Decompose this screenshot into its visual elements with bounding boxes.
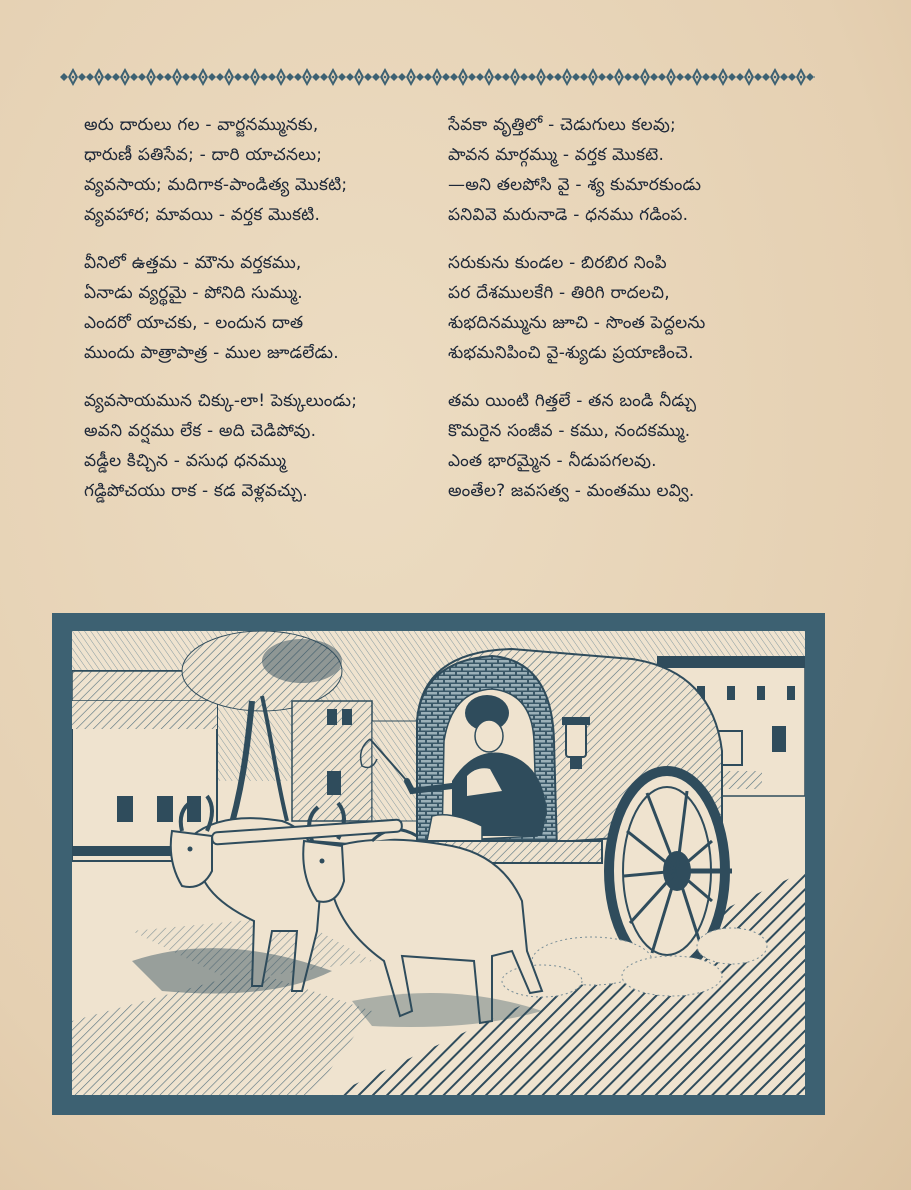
verse-line: వ్యవహార; మావయి - వర్తక మొకటి. xyxy=(84,205,321,225)
verse-line: కొమరైన సంజీవ - కము, నందకమ్ము. xyxy=(448,421,691,441)
verse-line: పావన మార్గమ్ము - వర్తక మొకటె. xyxy=(448,145,665,165)
verse-line: అవని వర్షము లేక - అది చెడిపోవు. xyxy=(84,421,317,441)
verse-line: వ్యవసాయ; మదిగాక-పాండిత్య మొకటి; xyxy=(84,175,348,195)
verse-line: ఎందరో యాచకు, - లందున దాత xyxy=(84,313,304,333)
stanza xyxy=(448,110,808,230)
right-column xyxy=(448,110,808,524)
stanza xyxy=(84,248,444,368)
verse-line: ఎంత భారమ్మైన - నీడుపగలవు. xyxy=(448,451,657,471)
verse-line: ఏనాడు వ్యర్థమై - పోనిది సుమ్ము. xyxy=(84,283,303,303)
bullock-cart-illustration xyxy=(52,613,825,1115)
verse-line: సరుకును కుండల - బిరబిర నింపి xyxy=(448,253,667,273)
verse-line: పర దేశములకేగి - తిరిగి రాదలచి, xyxy=(448,283,670,303)
verse-line: శుభమనిపించి వై-శ్యుడు ప్రయాణించె. xyxy=(448,343,694,363)
verse-line: వడ్డీల కిచ్చిన - వసుధ ధనమ్ము xyxy=(84,451,287,471)
ornamental-border xyxy=(60,66,815,88)
left-column xyxy=(84,110,444,524)
illustration-panel xyxy=(72,631,805,1095)
stanza xyxy=(448,248,808,368)
verse-line: —అని తలపోసి వై - శ్య కుమారకుండు xyxy=(448,175,702,195)
verse-line: సేవకా వృత్తిలో - చెడుగులు కలవు; xyxy=(448,115,676,135)
verse-line: ముందు పాత్రాపాత్ర - ముల జూడలేడు. xyxy=(84,343,339,363)
verse-line: గడ్డిపోచయు రాక - కడ వెళ్లవచ్చు. xyxy=(84,481,308,501)
stanza xyxy=(448,386,808,506)
verse-line: వ్యవసాయమున చిక్కు-లా! పెక్కులుండు; xyxy=(84,391,358,411)
verse-line: ధారుణీ పతిసేవ; - దారి యాచనలు; xyxy=(84,145,323,165)
verse-line: అంతేల? జవసత్వ - మంతము లవ్వి. xyxy=(448,481,695,501)
verse-line: వీనిలో ఉత్తమ - మౌను వర్తకము, xyxy=(84,253,302,273)
stanza xyxy=(84,110,444,230)
bullock-cart-drawing xyxy=(72,631,805,1095)
verse-line: అరు దారులు గల - వార్జనమ్మునకు, xyxy=(84,115,319,135)
stanza xyxy=(84,386,444,506)
verse-line: తమ యింటి గిత్తలే - తన బండి నీడ్చు xyxy=(448,391,697,411)
verse-line: పనివివె మరునాడె - ధనము గడింప. xyxy=(448,205,689,225)
verse-line: శుభదినమ్మును జూచి - సొంత పెద్దలను xyxy=(448,313,706,333)
poem-text xyxy=(0,110,911,600)
